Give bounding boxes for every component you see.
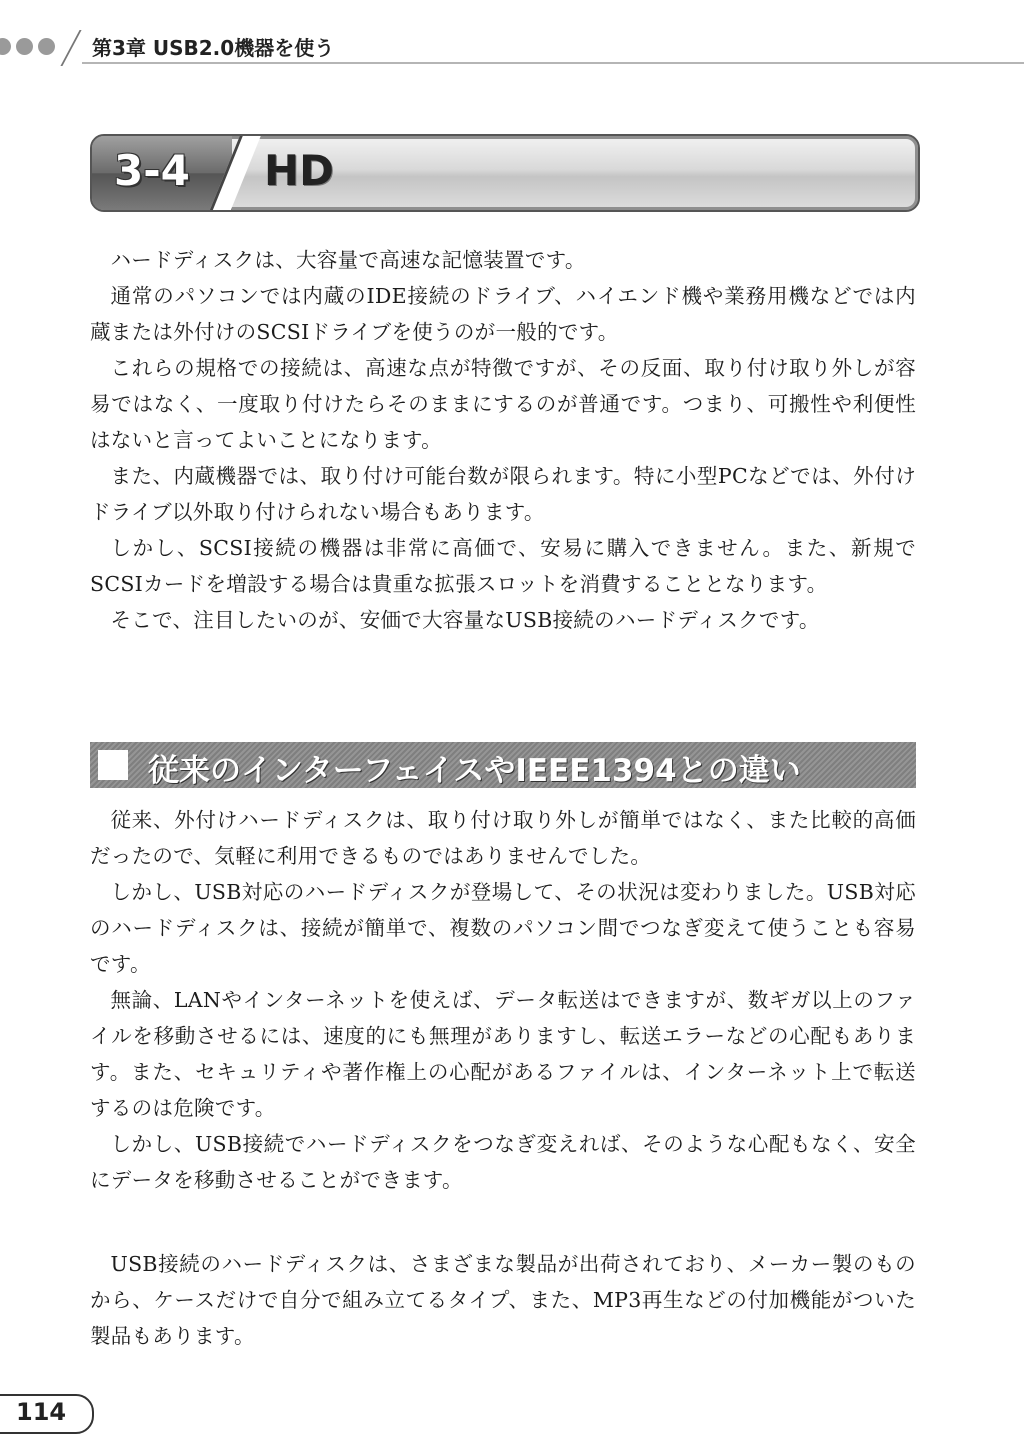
page-number: 114 [16, 1398, 67, 1426]
paragraph: また、内蔵機器では、取り付け可能台数が限られます。特に小型PCなどでは、外付けドライブ以外取り付けられない場合もあります。 [90, 464, 916, 524]
subsection-heading-banner [90, 742, 916, 788]
page-number-tab [0, 1394, 94, 1434]
paragraph: USB接続のハードディスクは、さまざまな製品が出荷されており、メーカー製のものから、ケースだけで自分で組み立てるタイプ、また、MP3再生などの付加機能がついた製品もあります。 [90, 1252, 916, 1348]
intro-text [90, 242, 916, 638]
paragraph: しかし、SCSI接続の機器は非常に高価で、安易に購入できません。また、新規でSCSIカードを増設する場合は貴重な拡張スロットを消費することとなります。 [90, 536, 916, 596]
running-head [0, 26, 1024, 66]
section-number: 3-4 [114, 146, 190, 195]
section-number-box [92, 136, 232, 210]
dot-icon [16, 38, 33, 55]
paragraph: そこで、注目したいのが、安価で大容量なUSB接続のハードディスクです。 [110, 608, 820, 632]
paragraph: しかし、USB対応のハードディスクが登場して、その状況は変わりました。USB対応のハードディスクは、接続が簡単で、複数のパソコン間でつなぎ変えて使うことも容易です。 [90, 880, 916, 976]
head-rule [82, 62, 1024, 64]
dot-icon [0, 38, 11, 55]
closing-text [90, 1246, 916, 1354]
dot-icon [38, 38, 55, 55]
paragraph: これらの規格での接続は、高速な点が特徴ですが、その反面、取り付け取り外しが容易ではなく、一度取り付けたらそのままにするのが普通です。つまり、可搬性や利便性はないと言ってよいことになります。 [90, 356, 916, 452]
paragraph: ハードディスクは、大容量で高速な記憶装置です。 [110, 248, 586, 272]
paragraph: 無論、LANやインターネットを使えば、データ転送はできますが、数ギガ以上のファイルを移動させるには、速度的にも無理がありますし、転送エラーなどの心配もあります。また、セキュリティや著作権上の心配があるファイルは、インターネット上で転送するのは危険です。 [90, 988, 916, 1120]
head-divider [60, 30, 81, 66]
subsection-title: 従来のインターフェイスやIEEE1394との違い [148, 753, 801, 789]
square-bullet-icon [98, 750, 128, 780]
chapter-dots-decoration [0, 36, 60, 55]
section-title: HD [264, 146, 335, 195]
paragraph: しかし、USB接続でハードディスクをつなぎ変えれば、そのような心配もなく、安全にデータを移動させることができます。 [90, 1132, 916, 1192]
paragraph: 通常のパソコンでは内蔵のIDE接続のドライブ、ハイエンド機や業務用機などでは内蔵または外付けのSCSIドライブを使うのが一般的です。 [90, 284, 916, 344]
paragraph: 従来、外付けハードディスクは、取り付け取り外しが簡単ではなく、また比較的高価だったので、気軽に利用できるものではありませんでした。 [90, 808, 916, 868]
chapter-title: 第3章 USB2.0機器を使う [92, 36, 335, 60]
subsection-text [90, 802, 916, 1198]
section-heading-banner [90, 134, 920, 212]
